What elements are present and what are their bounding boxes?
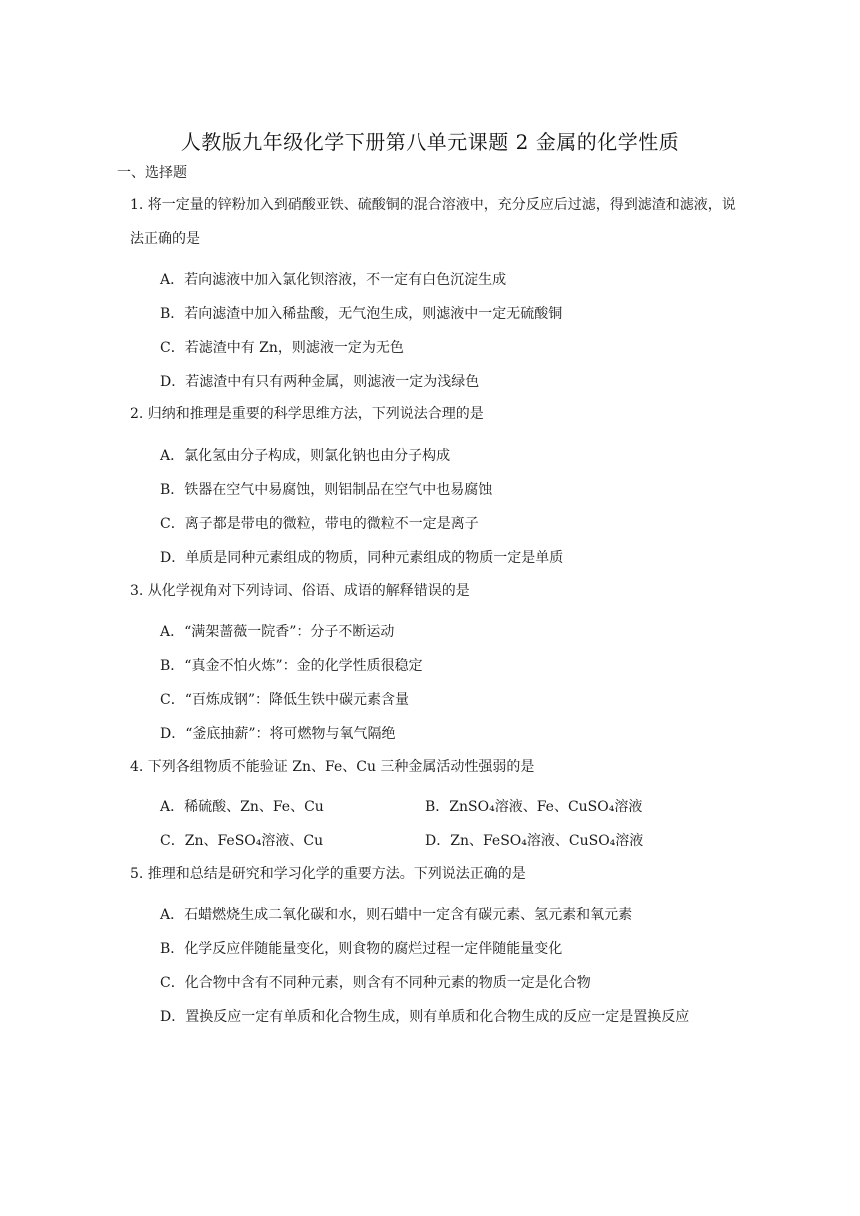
question-5-option-a: A．石蜡燃烧生成二氧化碳和水，则石蜡中一定含有碳元素、氢元素和氧元素 bbox=[160, 907, 633, 923]
question-2-option-c: C．离子都是带电的微粒，带电的微粒不一定是离子 bbox=[160, 516, 479, 532]
question-4-option-b: B．ZnSO₄溶液、Fe、CuSO₄溶液 bbox=[425, 799, 643, 815]
question-1-option-b: B．若向滤渣中加入稀盐酸，无气泡生成，则滤液中一定无硫酸铜 bbox=[160, 306, 563, 322]
question-5-option-b: B．化学反应伴随能量变化，则食物的腐烂过程一定伴随能量变化 bbox=[160, 941, 563, 957]
question-5-option-d: D．置换反应一定有单质和化合物生成，则有单质和化合物生成的反应一定是置换反应 bbox=[160, 1009, 690, 1025]
question-5-stem: 5. 推理和总结是研究和学习化学的重要方法。下列说法正确的是 bbox=[130, 866, 526, 882]
question-4-option-a: A．稀硫酸、Zn、Fe、Cu bbox=[160, 799, 324, 815]
page-title: 人教版九年级化学下册第八单元课题 2 金属的化学性质 bbox=[180, 130, 680, 154]
question-4-option-d: D．Zn、FeSO₄溶液、CuSO₄溶液 bbox=[425, 833, 644, 849]
section-heading: 一、选择题 bbox=[117, 165, 187, 181]
question-2-option-d: D．单质是同种元素组成的物质，同种元素组成的物质一定是单质 bbox=[160, 550, 564, 566]
question-5-option-c: C．化合物中含有不同种元素，则含有不同种元素的物质一定是化合物 bbox=[160, 975, 591, 991]
question-1-option-c: C．若滤渣中有 Zn，则滤液一定为无色 bbox=[160, 340, 404, 356]
question-4-option-c: C．Zn、FeSO₄溶液、Cu bbox=[160, 833, 324, 849]
question-1-option-a: A．若向滤液中加入氯化钡溶液，不一定有白色沉淀生成 bbox=[160, 272, 507, 288]
question-1-option-d: D．若滤渣中有只有两种金属，则滤液一定为浅绿色 bbox=[160, 374, 480, 390]
question-3-option-d: D．“釜底抽薪”：将可燃物与氧气隔绝 bbox=[160, 726, 396, 742]
question-4-stem: 4. 下列各组物质不能验证 Zn、Fe、Cu 三种金属活动性强弱的是 bbox=[130, 759, 535, 775]
question-3-option-b: B．“真金不怕火炼”：金的化学性质很稳定 bbox=[160, 658, 423, 674]
question-3-option-c: C．“百炼成钢”：降低生铁中碳元素含量 bbox=[160, 692, 410, 708]
question-2-option-b: B．铁器在空气中易腐蚀，则铝制品在空气中也易腐蚀 bbox=[160, 482, 493, 498]
question-2-stem: 2. 归纳和推理是重要的科学思维方法，下列说法合理的是 bbox=[130, 406, 484, 422]
question-3-stem: 3. 从化学视角对下列诗词、俗语、成语的解释错误的是 bbox=[130, 583, 470, 599]
question-1-stem: 1. 将一定量的锌粉加入到硝酸亚铁、硫酸铜的混合溶液中，充分反应后过滤，得到滤渣和滤液，说法正确的是 bbox=[130, 197, 736, 247]
question-2-option-a: A．氯化氢由分子构成，则氯化钠也由分子构成 bbox=[160, 448, 451, 464]
question-3-option-a: A．“满架蔷薇一院香”：分子不断运动 bbox=[160, 624, 395, 640]
